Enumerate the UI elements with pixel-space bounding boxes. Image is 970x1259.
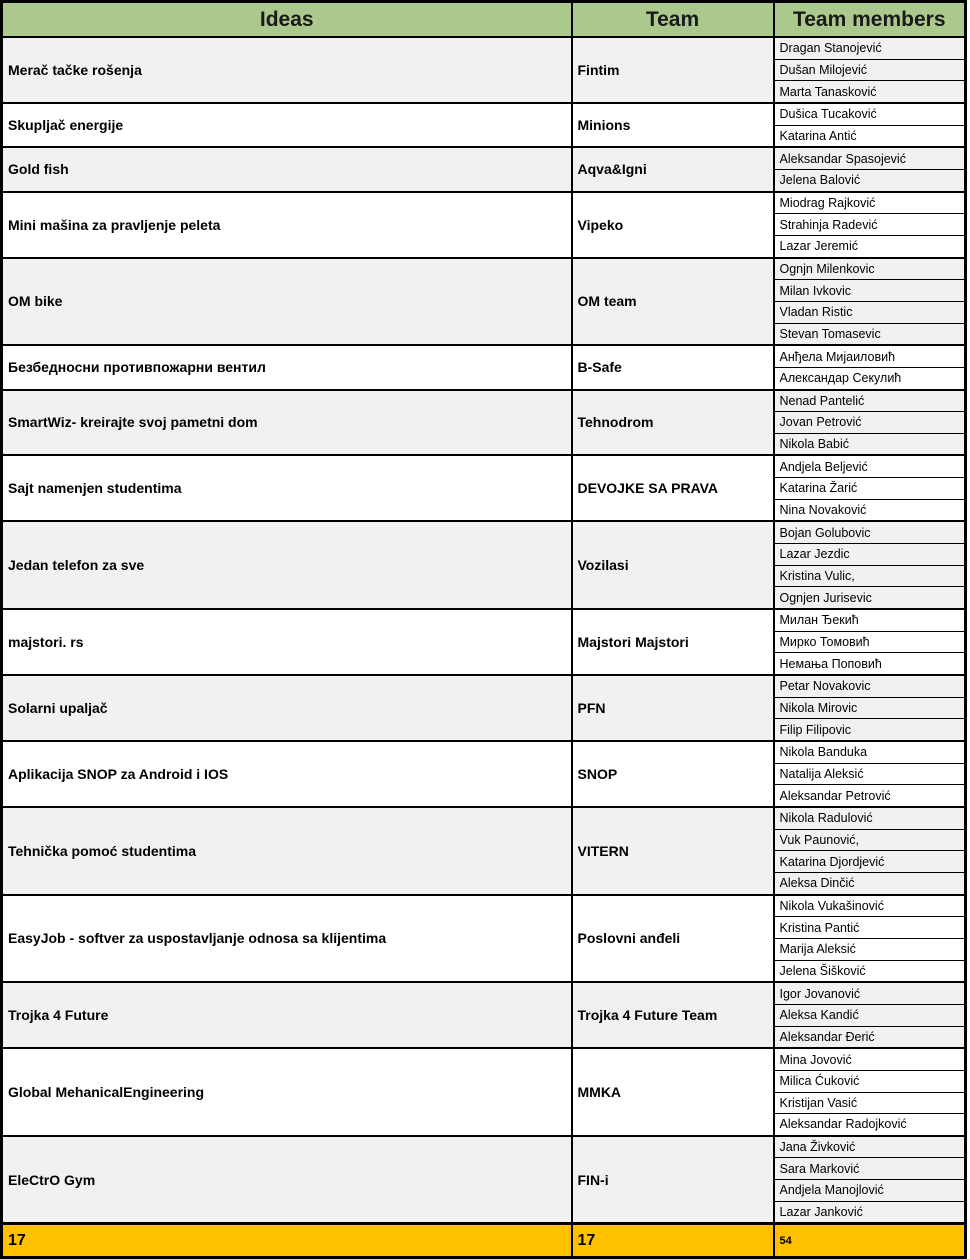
member-cell: Dragan Stanojević [774, 37, 966, 59]
member-cell: Ognjen Jurisevic [774, 587, 966, 609]
table-row [2, 390, 966, 412]
member-cell: Jovan Petrović [774, 412, 966, 434]
total-teams-cell: 17 [572, 1224, 774, 1258]
table-body [2, 37, 966, 1224]
header-team: Team [572, 2, 774, 38]
member-cell: Kristina Vulic, [774, 565, 966, 587]
member-cell: Katarina Žarić [774, 478, 966, 500]
table-row [2, 895, 966, 917]
idea-cell: SmartWiz- kreirajte svoj pametni dom [2, 390, 572, 456]
idea-cell: majstori. rs [2, 609, 572, 675]
member-cell: Kristina Pantić [774, 917, 966, 939]
table-row [2, 741, 966, 763]
idea-cell: Безбедносни противпожарни вентил [2, 345, 572, 389]
member-cell: Filip Filipovic [774, 719, 966, 741]
member-cell: Kristijan Vasić [774, 1092, 966, 1114]
member-cell: Aleksa Dinčić [774, 872, 966, 894]
member-cell: Aleksa Kandić [774, 1004, 966, 1026]
member-cell: Mina Jovović [774, 1048, 966, 1070]
idea-cell: EasyJob - softver za uspostavljanje odnosa sa klijentima [2, 895, 572, 983]
table-row [2, 1136, 966, 1158]
member-cell: Александар Секулић [774, 367, 966, 389]
team-cell: DEVOJKE SA PRAVA [572, 455, 774, 521]
team-cell: Tehnodrom [572, 390, 774, 456]
member-cell: Dušan Milojević [774, 59, 966, 81]
table-row [2, 807, 966, 829]
member-cell: Nina Novaković [774, 499, 966, 521]
member-cell: Aleksandar Radojković [774, 1114, 966, 1136]
member-cell: Stevan Tomasevic [774, 323, 966, 345]
member-cell: Анђела Мијаиловић [774, 345, 966, 367]
idea-cell: Solarni upaljač [2, 675, 572, 741]
team-cell: Trojka 4 Future Team [572, 982, 774, 1048]
table-row [2, 521, 966, 543]
team-cell: Majstori Majstori [572, 609, 774, 675]
idea-cell: Merač tačke rošenja [2, 37, 572, 103]
team-cell: FIN-i [572, 1136, 774, 1224]
member-cell: Jelena Šišković [774, 960, 966, 982]
table-row [2, 103, 966, 125]
team-cell: PFN [572, 675, 774, 741]
team-cell: Fintim [572, 37, 774, 103]
member-cell: Милан Ђекић [774, 609, 966, 631]
idea-cell: Jedan telefon za sve [2, 521, 572, 609]
member-cell: Igor Jovanović [774, 982, 966, 1004]
idea-cell: Global MehanicalEngineering [2, 1048, 572, 1136]
member-cell: Andjela Beljević [774, 455, 966, 477]
idea-cell: OM bike [2, 258, 572, 346]
member-cell: Lazar Jeremić [774, 235, 966, 257]
header-ideas: Ideas [2, 2, 572, 38]
idea-cell: Aplikacija SNOP za Android i IOS [2, 741, 572, 807]
team-cell: VITERN [572, 807, 774, 895]
table-row [2, 147, 966, 169]
member-cell: Lazar Jezdic [774, 544, 966, 566]
member-cell: Nikola Vukašinović [774, 895, 966, 917]
totals-row [2, 1224, 966, 1258]
team-cell: SNOP [572, 741, 774, 807]
member-cell: Немања Поповић [774, 653, 966, 675]
idea-cell: Gold fish [2, 147, 572, 191]
table-row [2, 982, 966, 1004]
member-cell: Vuk Paunović, [774, 829, 966, 851]
table-row [2, 258, 966, 280]
member-cell: Natalija Aleksić [774, 763, 966, 785]
table-row [2, 37, 966, 59]
member-cell: Marta Tanasković [774, 81, 966, 103]
member-cell: Katarina Djordjević [774, 851, 966, 873]
member-cell: Andjela Manojlović [774, 1180, 966, 1202]
table-row [2, 675, 966, 697]
member-cell: Katarina Antić [774, 125, 966, 147]
member-cell: Milica Ćuković [774, 1070, 966, 1092]
member-cell: Aleksandar Petrović [774, 785, 966, 807]
member-cell: Nenad Pantelić [774, 390, 966, 412]
team-cell: Vipeko [572, 192, 774, 258]
member-cell: Nikola Banduka [774, 741, 966, 763]
member-cell: Мирко Томовић [774, 631, 966, 653]
team-cell: B-Safe [572, 345, 774, 389]
table-row [2, 345, 966, 367]
team-cell: Vozilasi [572, 521, 774, 609]
member-cell: Jelena Balović [774, 169, 966, 191]
member-cell: Miodrag Rajković [774, 192, 966, 214]
member-cell: Ognjn Milenkovic [774, 258, 966, 280]
team-cell: Poslovni anđeli [572, 895, 774, 983]
table-footer [2, 1224, 966, 1258]
member-cell: Lazar Janković [774, 1201, 966, 1224]
member-cell: Nikola Babić [774, 433, 966, 455]
table-row [2, 192, 966, 214]
table-row [2, 609, 966, 631]
member-cell: Nikola Mirovic [774, 697, 966, 719]
member-cell: Aleksandar Spasojević [774, 147, 966, 169]
member-cell: Aleksandar Đerić [774, 1026, 966, 1048]
idea-cell: Sajt namenjen studentima [2, 455, 572, 521]
team-cell: MMKA [572, 1048, 774, 1136]
member-cell: Strahinja Radević [774, 214, 966, 236]
idea-cell: Skupljač energije [2, 103, 572, 147]
team-cell: Aqva&Igni [572, 147, 774, 191]
table-row [2, 1048, 966, 1070]
idea-cell: Mini mašina za pravljenje peleta [2, 192, 572, 258]
member-cell: Sara Marković [774, 1158, 966, 1180]
member-cell: Petar Novakovic [774, 675, 966, 697]
idea-cell: Tehnička pomoć studentima [2, 807, 572, 895]
idea-cell: EleCtrO Gym [2, 1136, 572, 1224]
member-cell: Bojan Golubovic [774, 521, 966, 543]
member-cell: Marija Aleksić [774, 938, 966, 960]
member-cell: Jana Živković [774, 1136, 966, 1158]
header-team-members: Team members [774, 2, 966, 38]
team-cell: OM team [572, 258, 774, 346]
total-members-cell: 54 [774, 1224, 966, 1258]
member-cell: Dušica Tucaković [774, 103, 966, 125]
total-ideas-cell: 17 [2, 1224, 572, 1258]
member-cell: Nikola Radulović [774, 807, 966, 829]
idea-cell: Trojka 4 Future [2, 982, 572, 1048]
member-cell: Milan Ivkovic [774, 280, 966, 302]
table-row [2, 455, 966, 477]
table-header [2, 2, 966, 38]
member-cell: Vladan Ristic [774, 301, 966, 323]
team-cell: Minions [572, 103, 774, 147]
